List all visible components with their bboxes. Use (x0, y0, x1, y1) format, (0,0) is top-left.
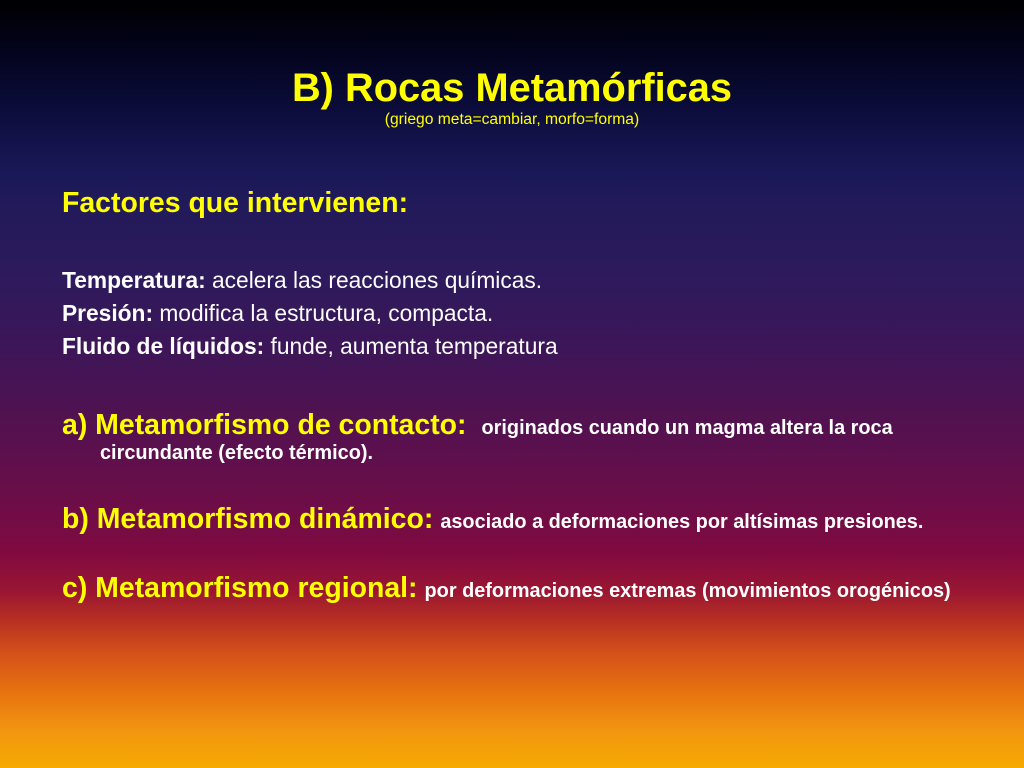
metamorphism-type-contact (62, 408, 893, 442)
factor-temperature (62, 264, 542, 297)
type-label: b) Metamorfismo dinámico: (62, 503, 434, 535)
factor-term: Temperatura: (62, 267, 206, 293)
type-description: por deformaciones extremas (movimientos orogénicos) (424, 580, 951, 602)
factor-pressure (62, 297, 493, 330)
metamorphism-type-dynamic (62, 502, 923, 536)
factor-description: funde, aumenta temperatura (270, 333, 558, 359)
factor-description: modifica la estructura, compacta. (159, 300, 494, 326)
factor-term: Presión: (62, 300, 154, 326)
factor-term: Fluido de líquidos: (62, 333, 265, 359)
slide-title: B) Rocas Metamórficas (291, 66, 733, 110)
slide-subtitle: (griego meta=cambiar, morfo=forma) (384, 111, 640, 128)
type-description-continuation: circundante (efecto térmico). (100, 442, 374, 464)
type-description: asociado a deformaciones por altísimas presiones. (440, 511, 924, 533)
type-label: c) Metamorfismo regional: (62, 572, 418, 604)
type-description: originados cuando un magma altera la roca (481, 417, 893, 439)
metamorphism-type-regional (62, 571, 951, 605)
factors-heading: Factores que intervienen: (62, 187, 409, 219)
factor-fluids (62, 330, 558, 363)
factor-description: acelera las reacciones químicas. (212, 267, 543, 293)
type-label: a) Metamorfismo de contacto: (62, 409, 467, 441)
